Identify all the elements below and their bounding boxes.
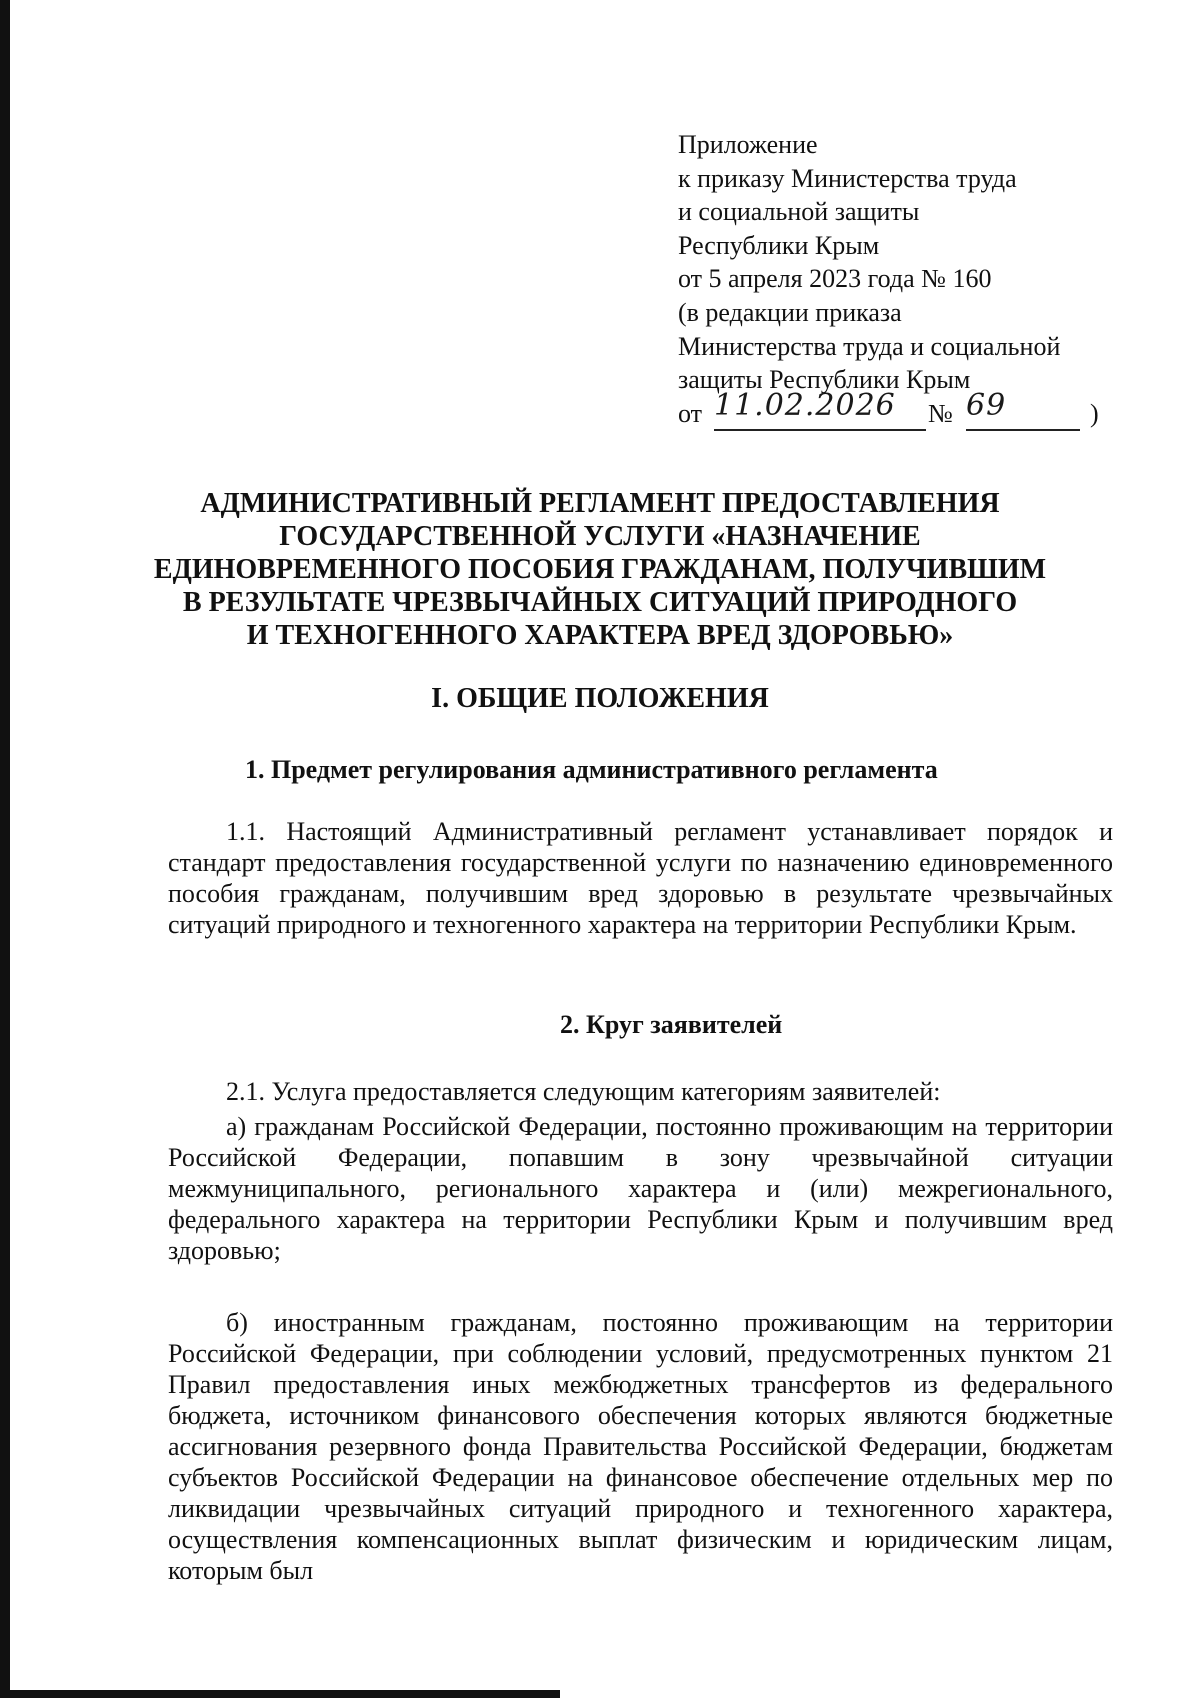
subsection-2-title: 2. Круг заявителей (560, 1010, 783, 1039)
approval-line-3: и социальной защиты (678, 197, 920, 227)
handwritten-date: 11.02.2026 (714, 387, 896, 423)
approval-line-4: Республики Крым (678, 230, 880, 260)
item-b: б) иностранным гражданам, постоянно проживающим на территории Российской Федерации, при соблюдении условий, предусмотренных пунктом 21 Правил предоставления иных межбюджетных трансфертов из федерального бюджета, источником финансового обеспечения которых являются бюджетные ассигнования резервного фонда Правительства Российской Федерации, бюджетам субъектов Российской Федерации на финансовое обеспечение отдельных мер по ликвидации чрезвычайных ситуаций природного и техногенного характера, осуществления компенсационных выплат физическим и юридическим лицам, которым был (168, 1308, 1113, 1585)
approval-line-2: к приказу Министерства труда (678, 163, 1017, 193)
approval-block (678, 128, 1138, 430)
handwritten-number: 69 (966, 387, 1007, 423)
sig-suffix: ) (1090, 398, 1099, 428)
title-line-5: И ТЕХНОГЕННОГО ХАРАКТЕРА ВРЕД ЗДОРОВЬЮ» (246, 620, 954, 651)
scan-edge-left (0, 0, 10, 1698)
title-line-3: ЕДИНОВРЕМЕННОГО ПОСОБИЯ ГРАЖДАНАМ, ПОЛУЧИВШИМ (153, 554, 1047, 585)
title-line-4: В РЕЗУЛЬТАТЕ ЧРЕЗВЫЧАЙНЫХ СИТУАЦИЙ ПРИРОДНОГО (182, 587, 1018, 618)
item-a: а) гражданам Российской Федерации, постоянно проживающим на территории Российской Федерации, попавшим в зону чрезвычайной ситуации межмуниципального, регионального характера и (или) межрегионального, федерального характера на территории Республики Крым и получившим вред здоровью; (168, 1112, 1113, 1265)
title-line-2: ГОСУДАРСТВЕННОЙ УСЛУГИ «НАЗНАЧЕНИЕ (279, 521, 921, 552)
title-line-1: АДМИНИСТРАТИВНЫЙ РЕГЛАМЕНТ ПРЕДОСТАВЛЕНИЯ (200, 488, 1000, 519)
section-title: I. ОБЩИЕ ПОЛОЖЕНИЯ (431, 683, 769, 714)
approval-line-8: защиты Республики Крым (678, 365, 971, 395)
approval-line-6: (в редакции приказа (678, 297, 902, 327)
paragraph-1-1: 1.1. Настоящий Административный регламент устанавливает порядок и стандарт предоставления государственной услуги по назначению единовременного пособия гражданам, получившим вред здоровью в результате чрезвычайных ситуаций природного и техногенного характера на территории Республики Крым. (168, 817, 1113, 939)
approval-line-5: от 5 апреля 2023 года № 160 (678, 264, 992, 294)
approval-line-1: Приложение (678, 130, 818, 159)
approval-signature-line (678, 387, 1138, 431)
sig-prefix: от (678, 398, 703, 428)
number-underline (966, 429, 1080, 431)
approval-line-7: Министерства труда и социальной (678, 331, 1061, 361)
sig-number-label: № (928, 398, 953, 428)
date-underline (714, 429, 926, 431)
subsection-1-title: 1. Предмет регулирования административного регламента (245, 755, 938, 784)
scan-edge-bottom (0, 1690, 560, 1698)
document-title (150, 487, 1050, 652)
paragraph-2-1: 2.1. Услуга предоставляется следующим категориям заявителей: (226, 1077, 941, 1106)
